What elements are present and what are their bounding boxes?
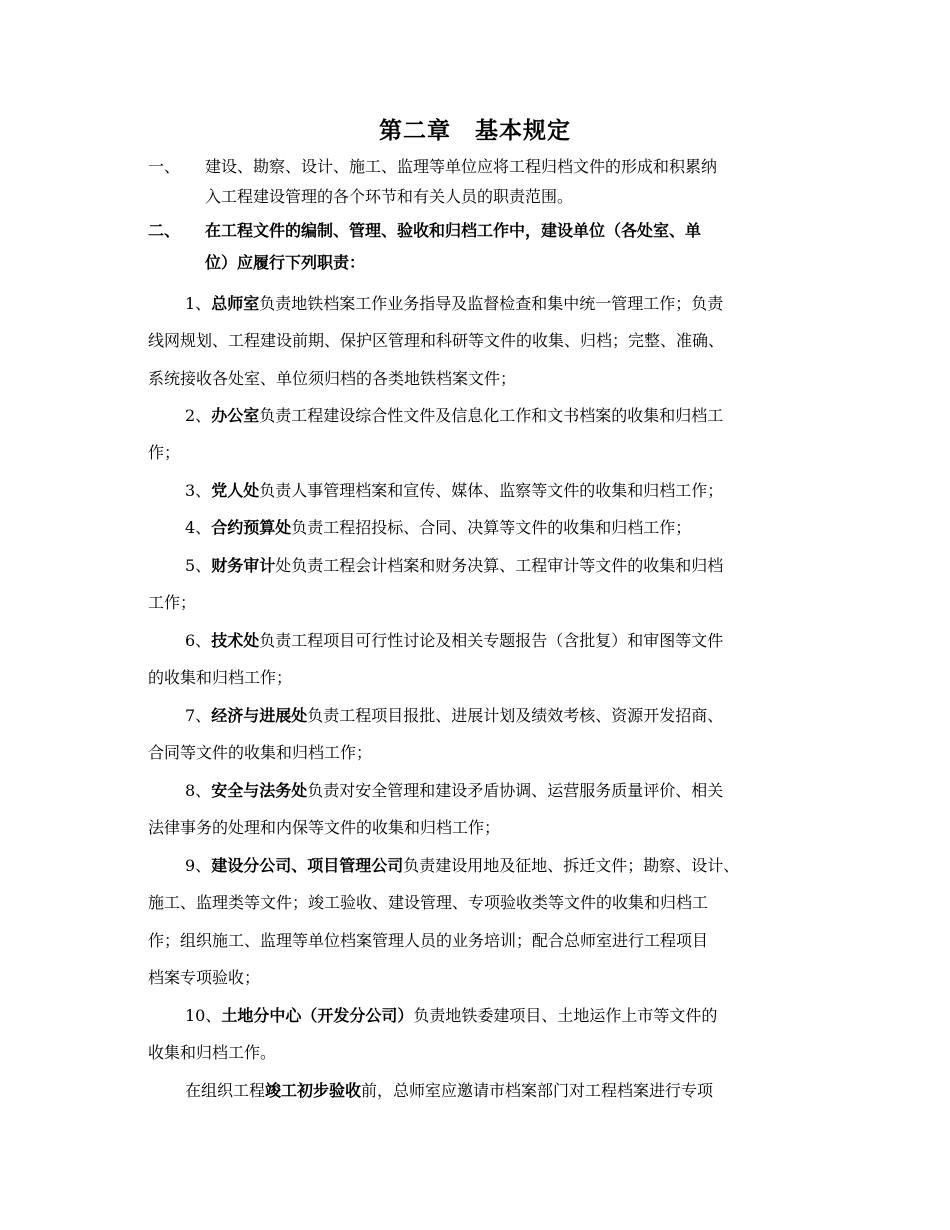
section-1-number: 一、 xyxy=(148,157,181,176)
item-text: 负责地铁档案工作业务指导及监督检查和集中统一管理工作；负责 xyxy=(259,294,724,313)
item-9-line-2: 施工、监理类等文件；竣工验收、建设管理、专项验收类等文件的收集和归档工 xyxy=(148,893,709,912)
section-2-number: 二、 xyxy=(148,221,181,240)
item-department: 经济与进展处 xyxy=(211,706,308,725)
item-6-line-2: 的收集和归档工作； xyxy=(148,668,293,687)
item-text: 负责工程项目可行性讨论及相关专题报告（含批复）和审图等文件 xyxy=(259,631,724,650)
item-text: 处负责工程会计档案和财务决算、工程审计等文件的收集和归档 xyxy=(275,556,724,575)
final-bold: 竣工初步验收 xyxy=(265,1081,362,1100)
item-1-first-line xyxy=(185,294,723,314)
section-1-line-2: 入工程建设管理的各个环节和有关人员的职责范围。 xyxy=(205,187,574,206)
item-department: 财务审计 xyxy=(211,556,276,575)
section-2-line-2: 位）应履行下列职责： xyxy=(205,253,366,272)
item-2-first-line xyxy=(185,406,723,426)
item-1-line-3: 系统接收各处室、单位须归档的各类地铁档案文件； xyxy=(148,369,517,388)
item-department: 建设分公司、项目管理公司 xyxy=(211,856,404,875)
item-department: 办公室 xyxy=(211,406,260,425)
item-10-line-2: 收集和归档工作。 xyxy=(148,1043,277,1062)
item-prefix: 4、 xyxy=(185,518,212,537)
item-prefix: 1、 xyxy=(185,294,212,313)
item-9-line-4: 档案专项验收； xyxy=(148,968,261,987)
item-prefix: 3、 xyxy=(185,481,212,500)
item-6-first-line xyxy=(185,631,723,651)
item-1-line-2: 线网规划、工程建设前期、保护区管理和科研等文件的收集、归档；完整、准确、 xyxy=(148,331,725,350)
item-text: 负责建设用地及征地、拆迁文件；勘察、设计、 xyxy=(403,856,740,875)
item-7-first-line xyxy=(185,706,723,726)
item-prefix: 6、 xyxy=(185,631,212,650)
item-5-line-2: 工作； xyxy=(148,593,197,612)
item-prefix: 2、 xyxy=(185,406,212,425)
item-department: 合约预算处 xyxy=(211,518,292,537)
item-text: 负责工程建设综合性文件及信息化工作和文书档案的收集和归档工 xyxy=(259,406,724,425)
item-4-first-line xyxy=(185,518,691,538)
final-paragraph xyxy=(185,1081,713,1101)
item-8-first-line xyxy=(185,781,723,801)
item-prefix: 8、 xyxy=(185,781,212,800)
item-text: 负责人事管理档案和宣传、媒体、监察等文件的收集和归档工作； xyxy=(259,481,724,500)
item-department: 安全与法务处 xyxy=(211,781,308,800)
item-department: 党人处 xyxy=(211,481,260,500)
item-text: 负责地铁委建项目、土地运作上市等文件的 xyxy=(413,1006,718,1025)
item-text: 负责对安全管理和建设矛盾协调、运营服务质量评价、相关 xyxy=(307,781,724,800)
item-department: 总师室 xyxy=(211,294,260,313)
item-prefix: 7、 xyxy=(185,706,212,725)
item-department: 技术处 xyxy=(211,631,260,650)
item-9-line-3: 作；组织施工、监理等单位档案管理人员的业务培训；配合总师室进行工程项目 xyxy=(148,931,709,950)
item-9-first-line xyxy=(185,856,739,876)
item-text: 负责工程项目报批、进展计划及绩效考核、资源开发招商、 xyxy=(307,706,724,725)
section-2-line-1: 在工程文件的编制、管理、验收和归档工作中，建设单位（各处室、单 xyxy=(205,221,702,240)
item-5-first-line xyxy=(185,556,723,576)
item-7-line-2: 合同等文件的收集和归档工作； xyxy=(148,743,373,762)
item-prefix: 5、 xyxy=(185,556,212,575)
item-text: 负责工程招投标、合同、决算等文件的收集和归档工作； xyxy=(291,518,692,537)
item-10-first-line xyxy=(185,1006,717,1026)
final-post: 前，总师室应邀请市档案部门对工程档案进行专项 xyxy=(361,1081,714,1100)
item-3-first-line xyxy=(185,481,723,501)
section-1-line-1: 建设、勘察、设计、施工、监理等单位应将工程归档文件的形成和积累纳 xyxy=(205,157,718,176)
item-8-line-2: 法律事务的处理和内保等文件的收集和归档工作； xyxy=(148,818,501,837)
item-prefix: 10、 xyxy=(185,1006,222,1025)
item-2-line-2: 作； xyxy=(148,443,181,462)
final-pre: 在组织工程 xyxy=(185,1081,266,1100)
item-department: 土地分中心（开发分公司） xyxy=(221,1006,414,1025)
item-prefix: 9、 xyxy=(185,856,212,875)
chapter-title: 第二章 基本规定 xyxy=(379,118,571,144)
